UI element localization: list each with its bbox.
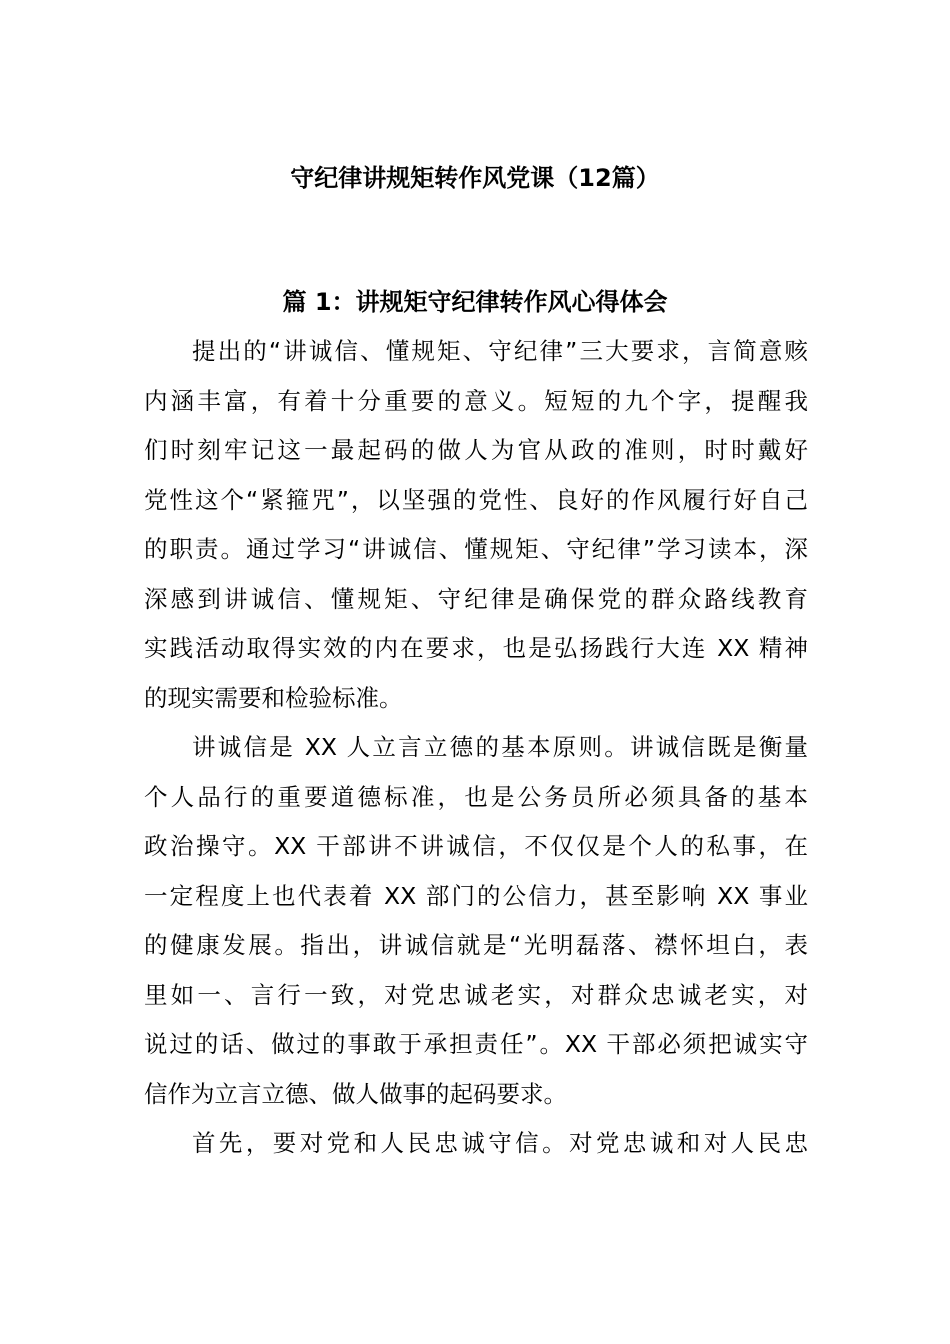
paragraph-line: 里如一、言行一致，对党忠诚老实，对群众忠诚老实，对 — [144, 980, 808, 1009]
paragraph-2 — [144, 728, 808, 1124]
paragraph-line: 内涵丰富，有着十分重要的意义。短短的九个字，提醒我 — [144, 386, 808, 415]
paragraph-line: 们时刻牢记这一最起码的做人为官从政的准则，时时戴好 — [144, 436, 808, 464]
paragraph-line: 首先，要对党和人民忠诚守信。对党忠诚和对人民忠 — [192, 1129, 808, 1157]
paragraph-line: 一定程度上也代表着 XX 部门的公信力，甚至影响 XX 事业 — [144, 881, 808, 910]
section-heading: 篇 1：讲规矩守纪律转作风心得体会 — [282, 288, 668, 316]
paragraph-line: 政治操守。XX 干部讲不讲诚信，不仅仅是个人的私事，在 — [144, 832, 808, 860]
paragraph-line: 的职责。通过学习“讲诚信、懂规矩、守纪律”学习读本，深 — [144, 535, 808, 563]
body-text — [144, 332, 808, 1174]
paragraph-1 — [144, 332, 808, 728]
document-title: 守纪律讲规矩转作风党课（12篇） — [290, 164, 660, 192]
paragraph-line: 的现实需要和检验标准。 — [144, 683, 403, 712]
paragraph-3 — [144, 1124, 808, 1174]
paragraph-line: 实践活动取得实效的内在要求，也是弘扬践行大连 XX 精神 — [144, 634, 808, 662]
paragraph-line: 的健康发展。指出，讲诚信就是“光明磊落、襟怀坦白，表 — [144, 931, 808, 959]
paragraph-line: 深感到讲诚信、懂规矩、守纪律是确保党的群众路线教育 — [144, 584, 808, 613]
paragraph-line: 说过的话、做过的事敢于承担责任”。XX 干部必须把诚实守 — [144, 1030, 808, 1058]
paragraph-line: 个人品行的重要道德标准，也是公务员所必须具备的基本 — [144, 782, 808, 811]
paragraph-line: 党性这个“紧箍咒”，以坚强的党性、良好的作风履行好自己 — [144, 485, 808, 514]
paragraph-line: 讲诚信是 XX 人立言立德的基本原则。讲诚信既是衡量 — [192, 733, 808, 761]
paragraph-line: 信作为立言立德、做人做事的起码要求。 — [144, 1079, 567, 1108]
paragraph-line: 提出的“讲诚信、懂规矩、守纪律”三大要求，言简意赅 — [192, 337, 808, 365]
